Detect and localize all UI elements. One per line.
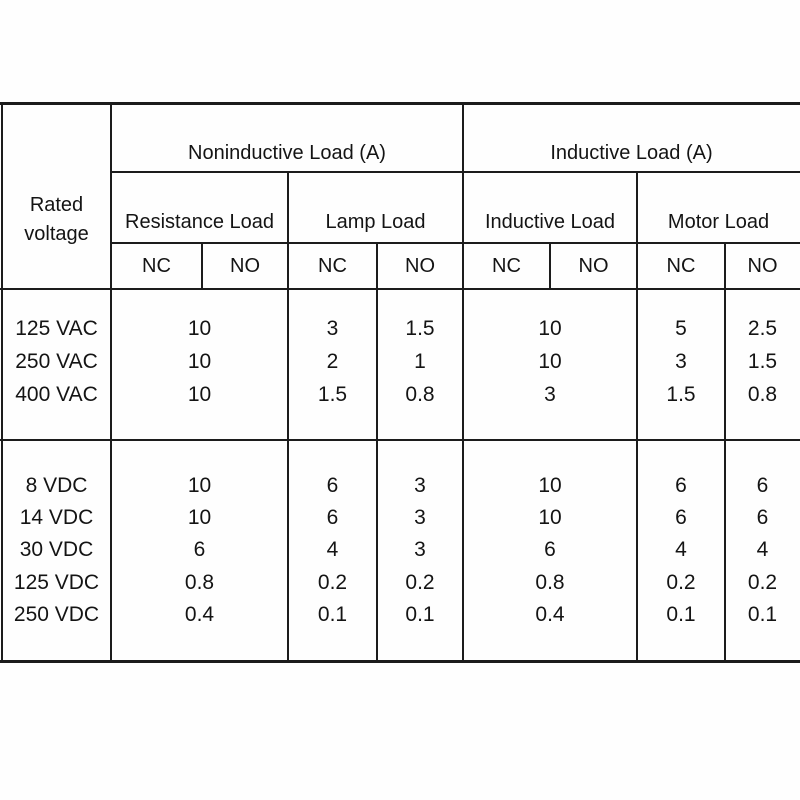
motor-load-sub-header: Motor Load <box>667 211 770 233</box>
lamp-no-header: NO <box>405 254 435 277</box>
cell-lamp-nc: 6 <box>326 473 339 497</box>
cell-motor-nc: 4 <box>675 537 687 561</box>
cell-motor-no: 0.2 <box>747 570 778 594</box>
voltage-label: 14 VDC <box>19 505 94 529</box>
cell-motor-nc: 0.1 <box>666 602 696 626</box>
cell-inductive-load: 0.4 <box>535 602 565 626</box>
table-row <box>0 501 800 534</box>
cell-motor-no: 6 <box>756 505 769 529</box>
cell-lamp-nc: 2 <box>326 349 339 373</box>
cell-lamp-nc: 4 <box>326 537 339 561</box>
voltage-label: 30 VDC <box>19 537 94 561</box>
voltage-label: 125 VDC <box>13 570 100 594</box>
cell-inductive-load: 0.8 <box>535 570 565 594</box>
cell-motor-nc: 1.5 <box>666 382 696 406</box>
table-top-border <box>0 102 800 105</box>
table-row <box>0 566 800 599</box>
rule-under-nc-no-headers <box>0 288 800 290</box>
cell-resistance-load: 6 <box>193 537 206 561</box>
cell-motor-nc: 6 <box>675 505 687 529</box>
cell-inductive-load: 10 <box>538 473 562 497</box>
cell-lamp-no: 1 <box>414 349 426 373</box>
cell-resistance-load: 10 <box>187 382 212 406</box>
rated-voltage-line2: voltage <box>24 223 89 245</box>
table-row <box>0 533 800 566</box>
cell-resistance-load: 10 <box>187 349 212 373</box>
cell-motor-no: 0.8 <box>747 382 778 406</box>
table-row <box>0 312 800 345</box>
voltage-label: 400 VAC <box>15 382 98 406</box>
resistance-load-sub-header: Resistance Load <box>125 211 274 233</box>
table-row <box>0 378 800 411</box>
rule-vac-vdc-separator <box>0 439 800 441</box>
resistance-nc-header: NC <box>142 254 171 277</box>
inductive-no-header: NO <box>578 254 609 277</box>
cell-resistance-load: 10 <box>187 473 212 497</box>
voltage-label: 8 VDC <box>25 473 88 497</box>
rated-voltage-line1: Rated <box>29 194 84 216</box>
cell-motor-no: 2.5 <box>747 316 778 340</box>
table-row <box>0 345 800 378</box>
noninductive-load-group-header: Noninductive Load (A) <box>188 141 386 164</box>
voltage-label: 250 VAC <box>15 349 98 373</box>
cell-lamp-no: 1.5 <box>405 316 435 340</box>
inductive-load-group-header: Inductive Load (A) <box>550 141 713 164</box>
motor-nc-header: NC <box>666 254 696 277</box>
cell-lamp-no: 3 <box>414 473 426 497</box>
table-row <box>0 598 800 631</box>
cell-resistance-load: 0.8 <box>184 570 215 594</box>
cell-resistance-load: 10 <box>187 316 212 340</box>
cell-lamp-nc: 0.2 <box>317 570 348 594</box>
cell-motor-nc: 6 <box>675 473 687 497</box>
inductive-load-sub-header: Inductive Load <box>484 211 616 233</box>
resistance-no-header: NO <box>230 254 260 277</box>
cell-lamp-nc: 3 <box>326 316 339 340</box>
cell-motor-nc: 3 <box>675 349 687 373</box>
cell-inductive-load: 10 <box>538 505 562 529</box>
cell-lamp-no: 3 <box>414 537 426 561</box>
cell-motor-nc: 0.2 <box>666 570 696 594</box>
motor-no-header: NO <box>747 254 778 277</box>
cell-lamp-no: 0.8 <box>405 382 435 406</box>
voltage-label: 250 VDC <box>13 602 100 626</box>
lamp-load-sub-header: Lamp Load <box>325 211 426 233</box>
cell-inductive-load: 10 <box>538 316 562 340</box>
cell-inductive-load: 3 <box>544 382 556 406</box>
voltage-label: 125 VAC <box>15 316 98 340</box>
cell-inductive-load: 10 <box>538 349 562 373</box>
cell-lamp-nc: 0.1 <box>317 602 348 626</box>
cell-resistance-load: 10 <box>187 505 212 529</box>
cell-lamp-nc: 1.5 <box>317 382 348 406</box>
lamp-nc-header: NC <box>318 254 347 277</box>
cell-motor-no: 6 <box>756 473 769 497</box>
cell-motor-no: 4 <box>756 537 769 561</box>
table-row <box>0 469 800 502</box>
cell-lamp-nc: 6 <box>326 505 339 529</box>
cell-motor-nc: 5 <box>675 316 687 340</box>
cell-resistance-load: 0.4 <box>184 602 215 626</box>
rated-voltage-header <box>2 150 111 290</box>
inductive-nc-header: NC <box>492 254 521 277</box>
cell-lamp-no: 0.1 <box>405 602 435 626</box>
cell-motor-no: 1.5 <box>747 349 778 373</box>
cell-inductive-load: 6 <box>544 537 556 561</box>
cell-lamp-no: 0.2 <box>405 570 435 594</box>
cell-motor-no: 0.1 <box>747 602 778 626</box>
table-bottom-border <box>0 660 800 663</box>
cell-lamp-no: 3 <box>414 505 426 529</box>
